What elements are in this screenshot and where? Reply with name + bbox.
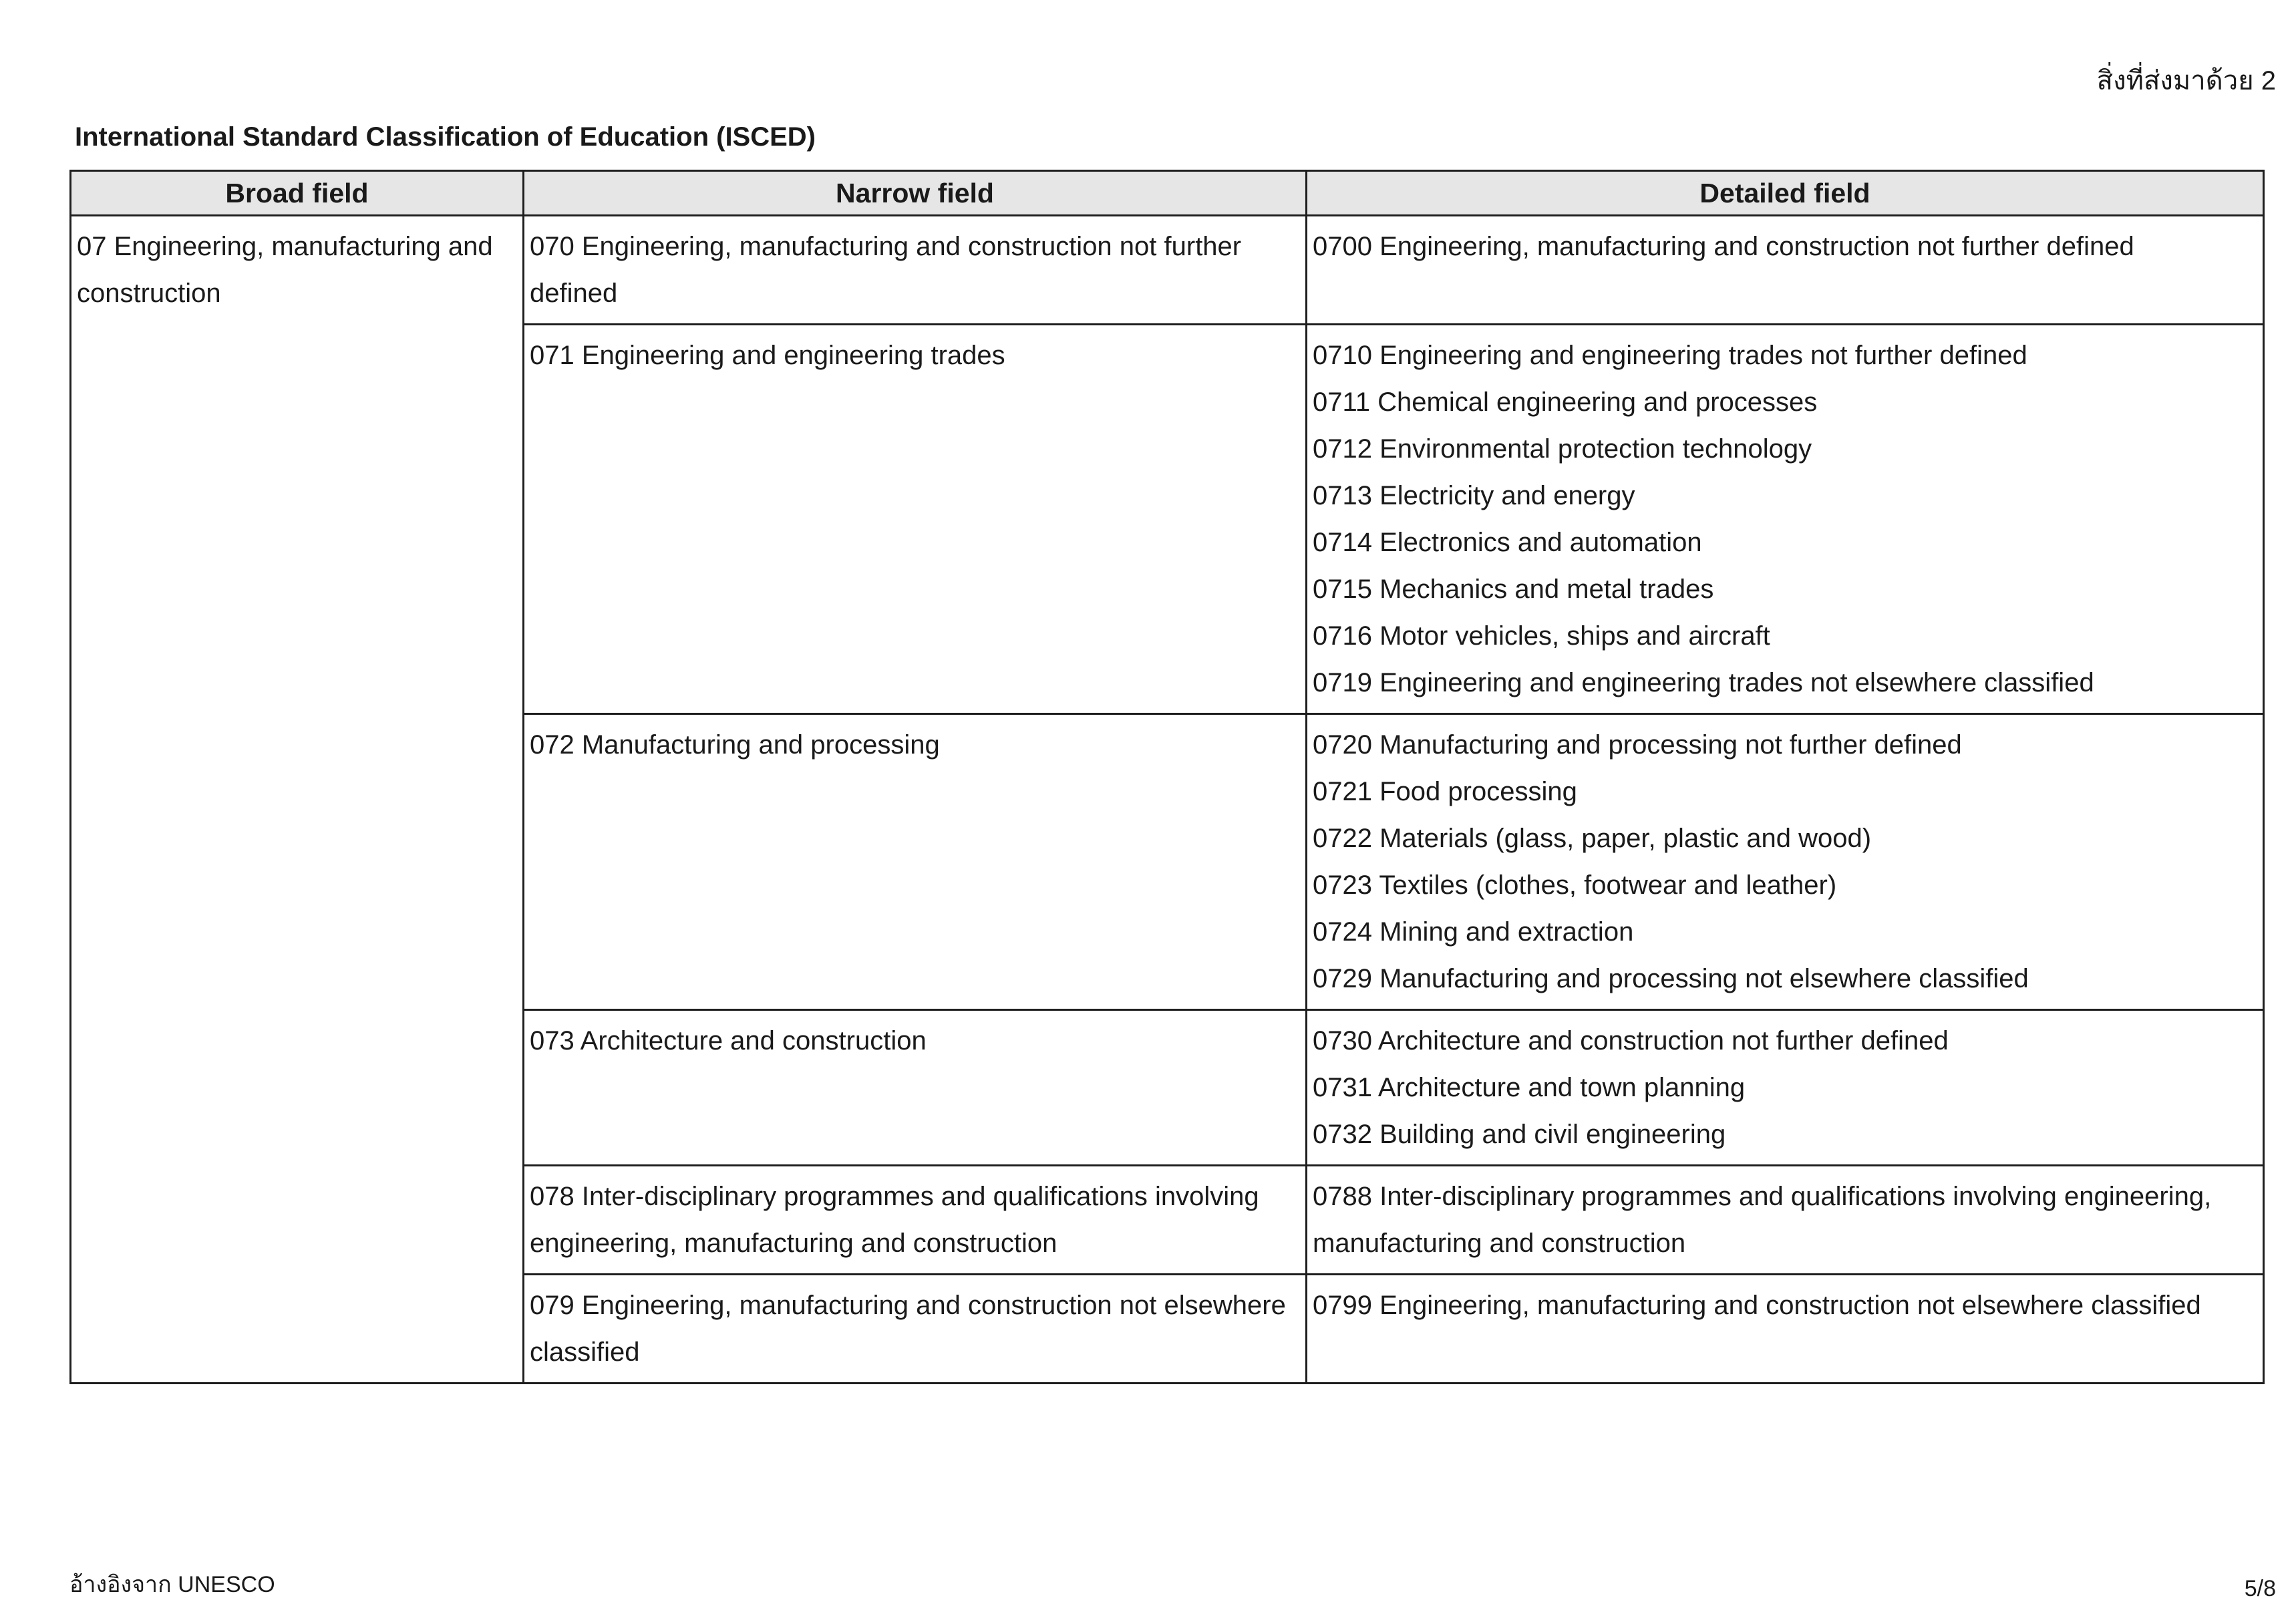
detailed-field-cell bbox=[1307, 325, 2264, 714]
detailed-field-item: 0724 Mining and extraction bbox=[1313, 917, 1634, 947]
isced-table-container bbox=[69, 170, 2265, 1384]
detailed-field-item: 0712 Environmental protection technology bbox=[1313, 434, 1812, 464]
detailed-field-item: 0710 Engineering and engineering trades not further defined bbox=[1313, 341, 2027, 370]
detailed-field-cell bbox=[1307, 216, 2264, 325]
detailed-field-item: 0730 Architecture and construction not further defined bbox=[1313, 1026, 1949, 1056]
detailed-field-cell bbox=[1307, 1166, 2264, 1275]
detailed-field-item: 0799 Engineering, manufacturing and construction not elsewhere classified bbox=[1313, 1291, 2201, 1320]
detailed-field-cell bbox=[1307, 1275, 2264, 1384]
attachment-label: สิ่งที่ส่งมาด้วย 2 bbox=[2096, 66, 2276, 96]
reference-note: อ้างอิงจาก UNESCO bbox=[69, 1572, 275, 1597]
detailed-field-item: 0715 Mechanics and metal trades bbox=[1313, 575, 1714, 604]
column-header-broad: Broad field bbox=[71, 171, 524, 216]
detailed-field-item: 0729 Manufacturing and processing not elsewhere classified bbox=[1313, 964, 2029, 993]
detailed-field-item: 0719 Engineering and engineering trades not elsewhere classified bbox=[1313, 668, 2094, 697]
isced-table bbox=[69, 170, 2265, 1384]
detailed-field-item: 0720 Manufacturing and processing not further defined bbox=[1313, 730, 1962, 760]
page-number: 5/8 bbox=[2244, 1576, 2276, 1601]
detailed-field-item: 0732 Building and civil engineering bbox=[1313, 1120, 1726, 1149]
narrow-field-cell: 078 Inter-disciplinary programmes and qualifications involving engineering, manufacturing and construction bbox=[524, 1166, 1307, 1275]
detailed-field-cell bbox=[1307, 1010, 2264, 1166]
narrow-field-cell: 070 Engineering, manufacturing and construction not further defined bbox=[524, 216, 1307, 325]
detailed-field-item: 0716 Motor vehicles, ships and aircraft bbox=[1313, 621, 1770, 651]
column-header-narrow: Narrow field bbox=[524, 171, 1307, 216]
detailed-field-item: 0723 Textiles (clothes, footwear and leather) bbox=[1313, 870, 1837, 900]
detailed-field-item: 0722 Materials (glass, paper, plastic and wood) bbox=[1313, 824, 1872, 853]
detailed-field-item: 0713 Electricity and energy bbox=[1313, 481, 1635, 510]
broad-field-cell: 07 Engineering, manufacturing and construction bbox=[71, 216, 524, 1384]
detailed-field-cell bbox=[1307, 714, 2264, 1010]
detailed-field-item: 0714 Electronics and automation bbox=[1313, 528, 1702, 557]
narrow-field-cell: 079 Engineering, manufacturing and construction not elsewhere classified bbox=[524, 1275, 1307, 1384]
table-header-row bbox=[71, 171, 2264, 216]
detailed-field-item: 0788 Inter-disciplinary programmes and qualifications involving engineering, manufacturing and construction bbox=[1313, 1182, 2212, 1258]
table-row bbox=[71, 216, 2264, 325]
detailed-field-item: 0731 Architecture and town planning bbox=[1313, 1073, 1746, 1102]
detailed-field-item: 0700 Engineering, manufacturing and construction not further defined bbox=[1313, 232, 2134, 261]
narrow-field-cell: 072 Manufacturing and processing bbox=[524, 714, 1307, 1010]
column-header-detailed: Detailed field bbox=[1307, 171, 2264, 216]
detailed-field-item: 0711 Chemical engineering and processes bbox=[1313, 387, 1818, 417]
document-title: International Standard Classification of Education (ISCED) bbox=[75, 122, 816, 152]
narrow-field-cell: 071 Engineering and engineering trades bbox=[524, 325, 1307, 714]
narrow-field-cell: 073 Architecture and construction bbox=[524, 1010, 1307, 1166]
detailed-field-item: 0721 Food processing bbox=[1313, 777, 1577, 806]
